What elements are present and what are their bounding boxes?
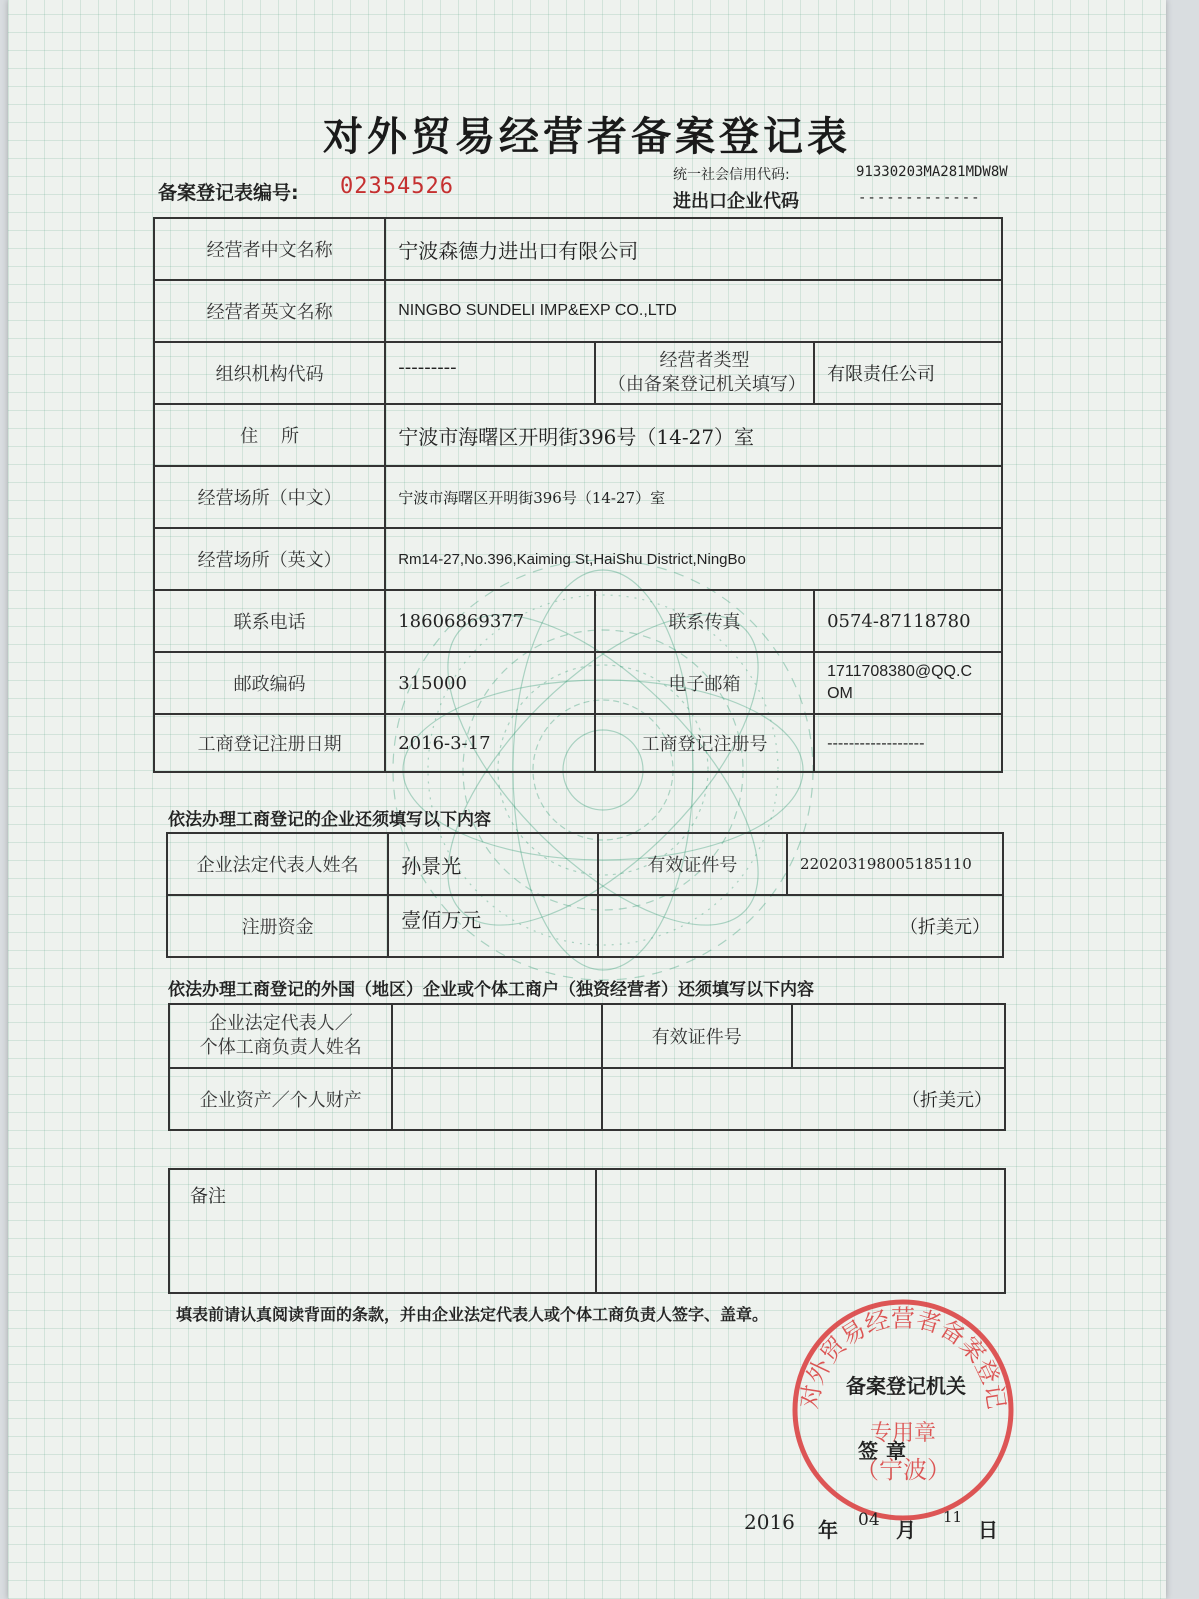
seal-sub-text: 专用章 (869, 1421, 937, 1446)
table-row (167, 833, 1003, 895)
section2-heading: 依法办理工商登记的外国（地区）企业或个体工商户（独资经营者）还须填写以下内容 (168, 980, 814, 1000)
foreign-rep-label (169, 1004, 392, 1068)
date-month-label: 月 (896, 1518, 916, 1542)
remarks-value (596, 1169, 1005, 1293)
assets-usd-note: （折美元） (602, 1068, 1005, 1130)
foreign-rep-label-line1: 企业法定代表人／ (208, 1013, 353, 1034)
authority-sign-label: 签章 (858, 1439, 914, 1463)
table-row (154, 466, 1002, 528)
table-row (154, 342, 1002, 404)
foreign-id-label: 有效证件号 (602, 1004, 792, 1068)
assets-value (392, 1068, 601, 1130)
registration-form-paper (8, 0, 1166, 1599)
section1-table (166, 832, 1004, 958)
operator-type-label-line2: （由备案登记机关填写） (607, 374, 806, 395)
site-en-label: 经营场所（英文） (154, 528, 385, 590)
address-value: 宁波市海曙区开明街396号（14-27）室 (385, 404, 1002, 466)
operator-type-label-line1: 经营者类型 (659, 350, 750, 371)
section2-table (168, 1003, 1006, 1131)
table-row (154, 218, 1002, 280)
section1-heading: 依法办理工商登记的企业还须填写以下内容 (168, 810, 491, 830)
seal-ring-text: 对外贸易经营者备案登记 (795, 1304, 1011, 1411)
business-reg-no-label: 工商登记注册号 (595, 714, 814, 772)
reg-date-value: 2016-3-17 (385, 714, 595, 772)
capital-value: 壹佰万元 (388, 895, 597, 957)
foreign-rep-label-line2: 个体工商负责人姓名 (199, 1037, 362, 1058)
address-label: 住 所 (154, 404, 385, 466)
capital-usd-note: （折美元） (598, 895, 1003, 957)
foreign-id-value (792, 1004, 1005, 1068)
legal-rep-value: 孙景光 (388, 833, 597, 895)
date-year-label: 年 (818, 1518, 838, 1542)
official-seal-stamp (783, 1290, 1023, 1530)
authority-label: 备案登记机关 (846, 1374, 966, 1398)
table-row (154, 590, 1002, 652)
email-value (814, 652, 1002, 714)
date-day: 11 (943, 1508, 963, 1526)
site-cn-label: 经营场所（中文） (154, 466, 385, 528)
assets-label: 企业资产／个人财产 (169, 1068, 392, 1130)
email-value-line1: 1711708380@QQ.C (827, 663, 972, 680)
ie-code-label: 进出口企业代码 (673, 191, 799, 212)
table-row (167, 895, 1003, 957)
legal-rep-label: 企业法定代表人姓名 (167, 833, 388, 895)
table-row (169, 1004, 1005, 1068)
table-row (154, 404, 1002, 466)
site-cn-value: 宁波市海曙区开明街396号（14-27）室 (385, 466, 1002, 528)
zip-value: 315000 (385, 652, 595, 714)
table-row (154, 528, 1002, 590)
credit-code-label: 统一社会信用代码: (673, 167, 790, 183)
en-name-value: NINGBO SUNDELI IMP&EXP CO.,LTD (385, 280, 1002, 342)
cn-name-label: 经营者中文名称 (154, 218, 385, 280)
org-code-label: 组织机构代码 (154, 342, 385, 404)
table-row (154, 652, 1002, 714)
id-no-value: 220203198005185110 (787, 833, 1003, 895)
capital-label: 注册资金 (167, 895, 388, 957)
reg-no-value: 02354526 (340, 174, 454, 199)
date-day-label: 日 (978, 1518, 998, 1542)
foreign-rep-value (392, 1004, 601, 1068)
operator-type-value: 有限责任公司 (814, 342, 1002, 404)
table-row (169, 1068, 1005, 1130)
date-month: 04 (858, 1510, 880, 1530)
site-en-value: Rm14-27,No.396,Kaiming St,HaiShu District,NingBo (385, 528, 1002, 590)
credit-code-value: 91330203MA281MDW8W (856, 164, 1008, 180)
email-value-line2: OM (827, 685, 853, 702)
footnote-instructions: 填表前请认真阅读背面的条款，并由企业法定代表人或个体工商负责人签字、盖章。 (176, 1305, 769, 1324)
form-title: 对外贸易经营者备案登记表 (323, 114, 851, 160)
phone-label: 联系电话 (154, 590, 385, 652)
operator-type-label (595, 342, 814, 404)
phone-value: 18606869377 (385, 590, 595, 652)
main-info-table (153, 217, 1003, 773)
reg-no-label: 备案登记表编号: (158, 182, 299, 204)
remarks-label: 备注 (169, 1169, 596, 1293)
remarks-table (168, 1168, 1006, 1294)
table-row (154, 280, 1002, 342)
fax-label: 联系传真 (595, 590, 814, 652)
business-reg-no-value: ------------------ (814, 714, 1002, 772)
reg-date-label: 工商登记注册日期 (154, 714, 385, 772)
id-no-label: 有效证件号 (598, 833, 787, 895)
table-row (169, 1169, 1005, 1293)
email-label: 电子邮箱 (595, 652, 814, 714)
fax-value: 0574-87118780 (814, 590, 1002, 652)
en-name-label: 经营者英文名称 (154, 280, 385, 342)
org-code-value: --------- (385, 342, 595, 404)
zip-label: 邮政编码 (154, 652, 385, 714)
date-year: 2016 (744, 1510, 795, 1534)
cn-name-value: 宁波森德力进出口有限公司 (385, 218, 1002, 280)
seal-city-text: （宁波） (855, 1456, 951, 1484)
ie-code-value: ------------- (858, 190, 981, 206)
table-row (154, 714, 1002, 772)
